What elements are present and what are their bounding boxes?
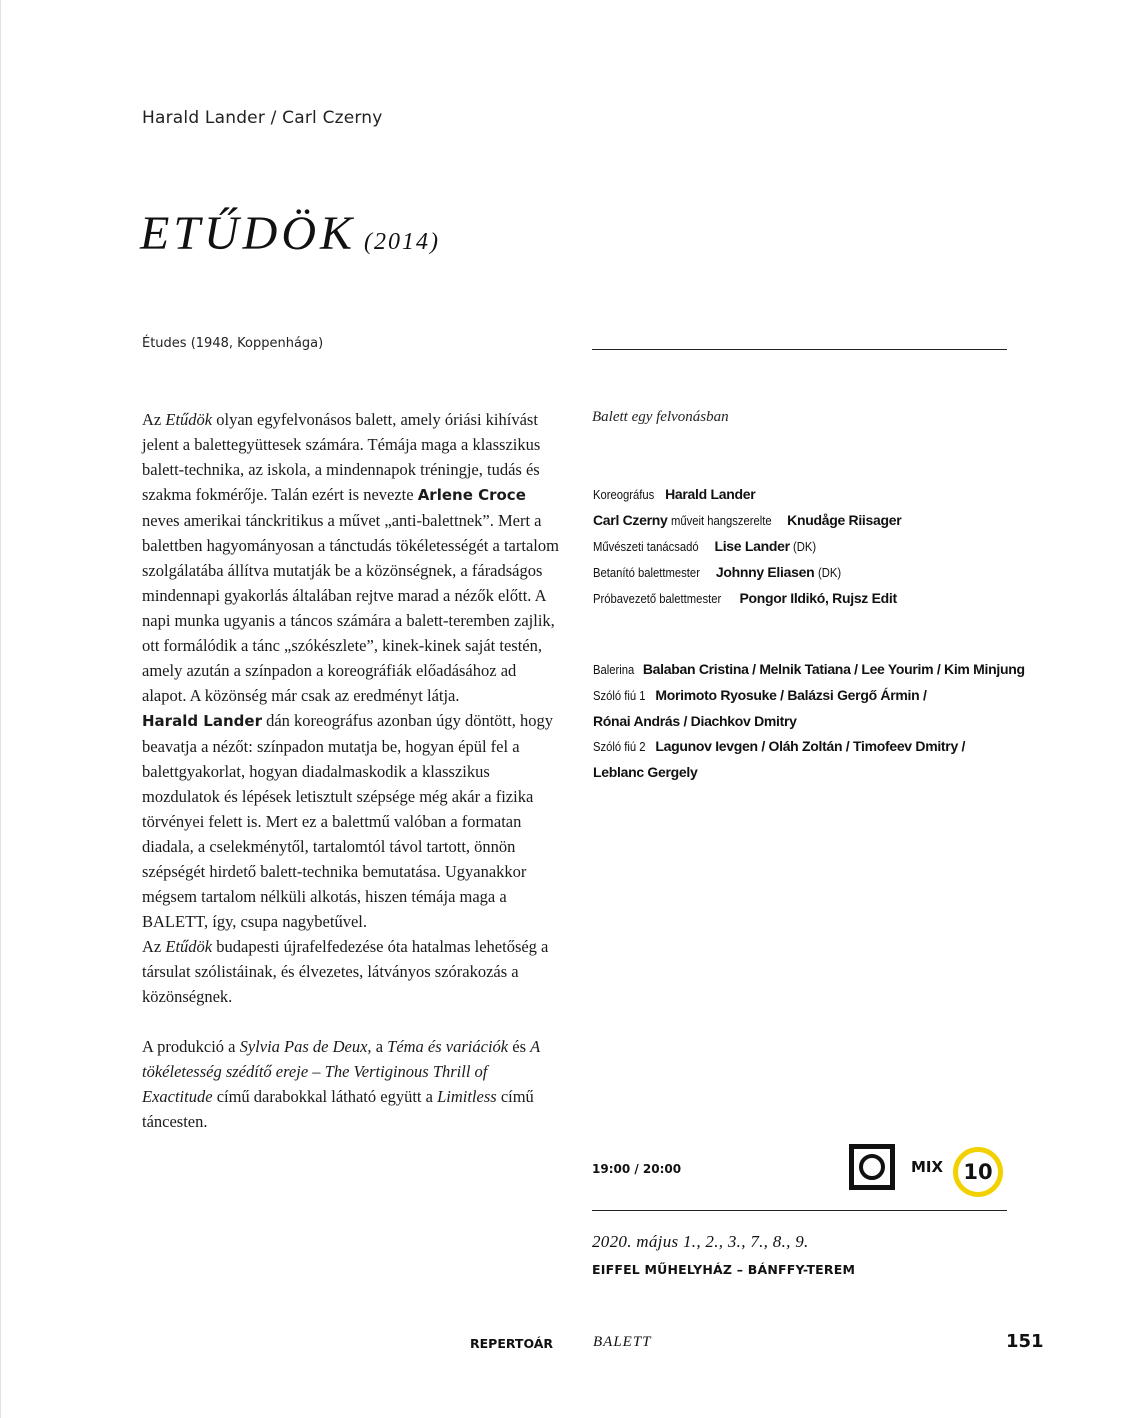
work-title: Etűdök — [165, 410, 213, 429]
choreographer-name: Harald Lander — [142, 712, 262, 730]
show-times: 19:00 / 20:00 — [592, 1162, 682, 1176]
paragraph-4: A produkció a Sylvia Pas de Deux, a Téma és variációk és A tökéletesség szédítő ereje – The Vertiginous Thrill of Exactitude című darabokkal látható együtt a Limitless című táncesten. — [142, 1037, 540, 1131]
work-title: Etűdök — [165, 937, 213, 956]
original-title: Études (1948, Koppenhága) — [142, 336, 324, 351]
cast-row: Szóló fiú 2 Lagunov Ievgen / Oláh Zoltán / Timofeev Dmitry / — [593, 738, 966, 754]
paragraph-1: Az Etűdök olyan egyfelvonásos balett, amely óriási kihívást jelent a balettegyüttesek számára. Témája maga a klasszikus balett-technika, az iskola, a mindennapok tréningje, tudás és szakma fokmérője. Talán ezért is nevezte Arlene Croce neves amerikai tánckritikus a művet „anti-balettnek”. Mert a balettben hagyományosan a tánctudás tökéletességét a tartalom szolgálatába állítva mutatják be a közönségnek, a fáradságos mindennapi gyakorlás általában rejtve marad a nézők előtt. A napi munka ugyanis a táncos számára a balett-teremben zajlik, ott formálódik a tánc „szókészlete”, kinek-kinek saját testén, amely azután a színpadon a koreográfiák előadásához ad alapot. A közönség már csak az eredményt látja. — [142, 410, 559, 705]
credit-row: Betanító balettmester Johnny Eliasen (DK) — [593, 564, 842, 580]
page-number: 151 — [1006, 1331, 1044, 1352]
credit-row: Koreográfus Harald Lander — [593, 486, 756, 502]
title-year: (2014) — [364, 229, 441, 255]
performance-dates: 2020. május 1., 2., 3., 7., 8., 9. — [592, 1232, 809, 1251]
cast-row: Szóló fiú 1 Morimoto Ryosuke / Balázsi Gergő Ármin / — [593, 687, 927, 703]
credit-row: Carl Czerny műveit hangszerelte Knudåge Riisager — [593, 512, 902, 528]
credit-row: Művészeti tanácsadó Lise Lander (DK) — [593, 538, 817, 554]
venue: EIFFEL MŰHELYHÁZ – BÁNFFY-TEREM — [592, 1262, 856, 1277]
top-divider — [592, 349, 1007, 350]
mix-label: MIX — [911, 1158, 944, 1176]
authors-line: Harald Lander / Carl Czerny — [142, 108, 383, 128]
cast-row: Balerina Balaban Cristina / Melnik Tatiana / Lee Yourim / Kim Minjung — [593, 661, 1025, 677]
paragraph-2: Harald Lander dán koreográfus azonban úgy döntött, hogy beavatja a nézőt: színpadon mutatja be, hogyan épül fel a balettgyakorlat, hogyan diadalmaskodik a klasszikus mozdulatok és lépések letisztult szépsége még akár a fizika törvényei felett is. Mert ez a balettmű valóban a formatan diadala, a cselekménytől, tartalomtól távol tartott, önnön szépségét hirdető balett-technika bemutatása. Ugyanakkor mégsem tartalom nélküli alkotás, hiszen témája maga a BALETT, így, csupa nagybetűvel. — [142, 711, 553, 931]
footer-category: BALETT — [593, 1334, 652, 1350]
credits-list — [593, 482, 901, 612]
genre-line: Balett egy felvonásban — [592, 409, 729, 425]
title-text: ETŰDÖK — [140, 207, 357, 260]
page-title — [140, 206, 440, 261]
page-edge-divider — [0, 0, 1, 1418]
opera-mix-logo — [849, 1144, 993, 1190]
mix-number-badge: 10 — [953, 1147, 1003, 1197]
article-body — [142, 407, 562, 1134]
bottom-divider — [592, 1210, 1007, 1211]
cast-list — [593, 657, 1025, 785]
critic-name: Arlene Croce — [417, 486, 526, 504]
paragraph-3: Az Etűdök budapesti újrafelfedezése óta hatalmas lehetőség a társulat szólistáinak, és élvezetes, látványos szórakozás a közönségnek. — [142, 937, 549, 1006]
cast-row: Leblanc Gergely — [593, 764, 698, 780]
cast-row: Rónai András / Diachkov Dmitry — [593, 713, 797, 729]
credit-row: Próbavezető balettmester Pongor Ildikó, Rujsz Edit — [593, 590, 897, 606]
footer-section: REPERTOÁR — [470, 1336, 554, 1351]
opera-logo-icon — [849, 1144, 895, 1190]
